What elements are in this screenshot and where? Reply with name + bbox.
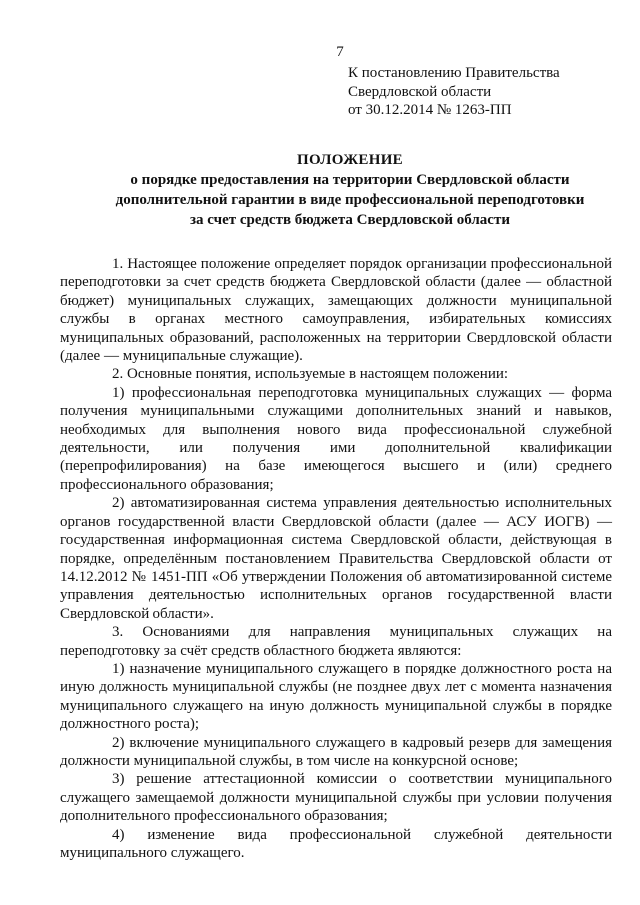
document-heading: ПОЛОЖЕНИЕ — [297, 152, 403, 168]
document-subtitle-line: за счет средств бюджета Свердловской области — [190, 212, 510, 228]
paragraph-2-item-2: 2) автоматизированная система управления деятельностью исполнительных органов государственной власти Свердловской области (далее — АСУ ИОГВ) — государственная информационная система Свердловской области, действующая в порядке, определённым постановлением Правительства Свердловской области от 14.12.2012 № 1451-ПП «Об утверждении Положения об автоматизированной системе управления деятельностью исполнительных органов государственной власти Свердловской области». — [60, 495, 612, 622]
attachment-line-1: К постановлению Правительства — [348, 65, 560, 81]
attachment-line-3: от 30.12.2014 № 1263-ПП — [348, 102, 512, 118]
paragraph-1: 1. Настоящее положение определяет порядок организации профессиональной переподготовки за счет средств бюджета Свердловской области (далее — областной бюджет) муниципальных служащих, замещающих должности муниципальной службы в органах местного самоуправления, избирательных комиссиях муниципальных образований, расположенных на территории Свердловской области (далее — муниципальные служащие). — [60, 256, 612, 365]
document-title-block — [60, 150, 640, 230]
paragraph-3-item-4: 4) изменение вида профессиональной служебной деятельности муниципального служащего. — [60, 826, 612, 861]
paragraph-2-item-1: 1) профессиональная переподготовка муниципальных служащих — форма получения муниципальными служащими дополнительных знаний и навыков, необходимых для выполнения нового вида профессиональной служебной деятельности, или получения ими дополнительной квалификации (перепрофилирования) на базе имеющегося высшего и (или) среднего профессионального образования; — [60, 384, 612, 493]
document-subtitle-line: дополнительной гарантии в виде профессиональной переподготовки — [115, 192, 585, 208]
paragraph-3-item-2: 2) включение муниципального служащего в кадровый резерв для замещения должности муниципальной службы, в том числе на конкурсной основе; — [60, 734, 612, 769]
page-number: 7 — [336, 44, 344, 60]
paragraph-3-item-3: 3) решение аттестационной комиссии о соответствии муниципального служащего замещаемой должности муниципальной службы при условии получения дополнительного профессионального образования; — [60, 771, 612, 825]
paragraph-3: 3. Основаниями для направления муниципальных служащих на переподготовку за счёт средств областного бюджета являются: — [60, 624, 612, 659]
attachment-line-2: Свердловской области — [348, 83, 492, 100]
document-subtitle-line: о порядке предоставления на территории Свердловской области — [130, 172, 570, 188]
document-body — [60, 255, 612, 862]
paragraph-3-item-1: 1) назначение муниципального служащего в порядке должностного роста на иную должность муниципальной службы (не позднее двух лет с момента назначения муниципального служащего на иную должность муниципальной службы в порядке должностного роста); — [60, 660, 612, 733]
attachment-reference — [348, 64, 618, 120]
paragraph-2: 2. Основные понятия, используемые в настоящем положении: — [112, 366, 509, 383]
